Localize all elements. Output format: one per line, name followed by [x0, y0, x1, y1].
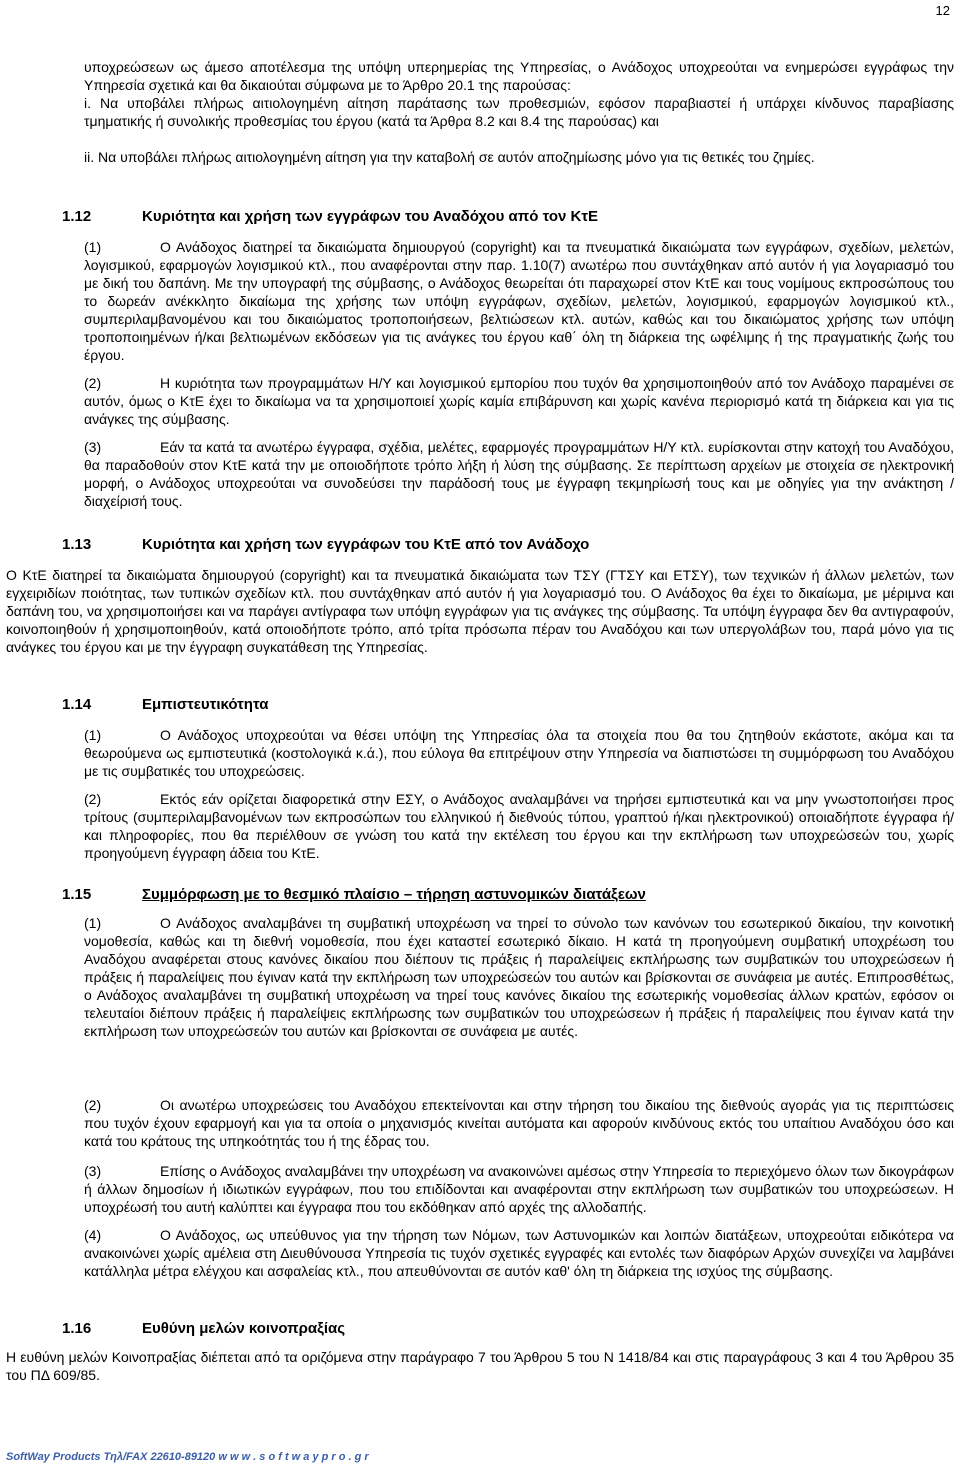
paragraph-1-12-3 — [84, 438, 954, 510]
intro-paragraph — [84, 58, 954, 94]
section-heading-1-14 — [62, 696, 268, 714]
section-number: 1.16 — [62, 1320, 92, 1337]
section-heading-1-16 — [62, 1320, 345, 1338]
paragraph-number: (2) — [84, 791, 102, 807]
paragraph-1-15-2 — [84, 1096, 954, 1150]
page-number: 12 — [935, 3, 950, 18]
intro-item-i — [84, 94, 954, 130]
section-heading-1-15 — [62, 886, 646, 904]
paragraph-number: (4) — [84, 1227, 102, 1243]
paragraph-number: (3) — [84, 1163, 102, 1179]
paragraph-text: Ο Ανάδοχος, ως υπεύθυνος για την τήρηση των Νόμων, των Αστυνομικών και λοιπών διατάξεων, υποχρεούται ειδικότερα να ανακοινώνει χωρίς αμέλεια στη Διευθύνουσα Υπηρεσία τις τυχόν σχετικές εγγραφές και εντολές των διαφόρων Αρχών συνεχίζει να λαμβάνει κατάλληλα μέτρα ελέγχου και ασφαλείας κτλ., που απευθύνονται σε αυτόν καθ' όλη τη διάρκεια της ισχύος της σύμβασης. — [84, 1227, 954, 1279]
paragraph-text: Ο Ανάδοχος αναλαμβάνει τη συμβατική υποχρέωση να τηρεί το σύνολο των κανόνων του εσωτερικού δικαίου, την κοινοτική νομοθεσία, καθώς και τη διεθνή νομοθεσία, που έχει καταστεί εσωτερικό δίκαιο. Η κατά τη προηγούμενη συμβατική υποχρέωση του Αναδόχου αναφέρεται στους κανόνες δικαίου που διέπουν τις πράξεις ή παραλείψεις εκπλήρωσης των συμβατικών του υποχρεώσεων ή πράξεις ή παραλείψεις που έγιναν κατά την εκπλήρωση των υποχρεώσεών του αυτών και βρίσκονται σε συνάφεια με αυτές. Επιπροσθέτως, ο Ανάδοχος αναλαμβάνει τη συμβατική υποχρέωση να τηρεί τους κανόνες δικαίου της εσωτερικής νομοθεσίας άλλων κρατών, εφόσον οι τελευταίοι διέπουν πράξεις ή παραλείψεις εκπλήρωσης των συμβατικών του υποχρεώσεων ή πράξεις ή παραλείψεις που έγιναν κατά την εκπλήρωση των υποχρεώσεών του αυτών και βρίσκονται σε συνάφεια με αυτές. — [84, 915, 954, 1039]
paragraph-number: (2) — [84, 375, 102, 391]
section-title: Συμμόρφωση με το θεσμικό πλαίσιο – τήρηση αστυνομικών διατάξεων — [142, 886, 646, 903]
section-title: Κυριότητα και χρήση των εγγράφων του Αναδόχου από τον ΚτΕ — [142, 208, 599, 225]
item-text: Να υποβάλει πλήρως αιτιολογημένη αίτηση για την καταβολή σε αυτόν αποζημίωσης μόνο για τις θετικές του ζημίες. — [98, 149, 815, 165]
item-text: Να υποβάλει πλήρως αιτιολογημένη αίτηση παράτασης των προθεσμιών, εφόσον παραβιαστεί ή υπάρχει κίνδυνος παραβίασης τμηματικής ή συνολικής προθεσμίας του έργου (κατά τα Άρθρα 8.2 και 8.4 της παρούσας) και — [84, 95, 955, 129]
paragraph-1-14-1 — [84, 726, 954, 780]
paragraph-1-12-2 — [84, 374, 954, 428]
section-number: 1.13 — [62, 536, 92, 553]
paragraph-number: (2) — [84, 1097, 102, 1113]
item-marker: ii. — [84, 149, 95, 165]
paragraph-text: Η κυριότητα των προγραμμάτων Η/Υ και λογισμικού εμπορίου που τυχόν θα χρησιμοποιηθούν από τον Ανάδοχο παραμένει σε αυτόν, όμως ο ΚτΕ έχει το δικαίωμα να τα χρησιμοποιεί χωρίς καμία επιβάρυνση και χωρίς κανένα περιορισμό κατά τη διάρκεια και για τις ανάγκες της σύμβασης. — [84, 375, 954, 427]
paragraph-1-15-4 — [84, 1226, 954, 1280]
paragraph-1-16 — [6, 1348, 954, 1384]
paragraph-text: Ο ΚτΕ διατηρεί τα δικαιώματα δημιουργού (copyright) και τα πνευματικά δικαιώματα των ΤΣΥ (ΓΤΣΥ και ΕΤΣΥ), των τεχνικών ή άλλων μελετών, των εγχειριδίων ποιότητας, των τυπικών σχεδίων κτλ. που συντάχθηκαν από αυτόν ή για λογαριασμό του. Ο Ανάδοχος θα έχει το δικαίωμα, με μέριμνα και δαπάνη του, να χρησιμοποιήσει και να παράγει αντίγραφα των υπόψη εγγράφων για τις ανάγκες της σύμβασης. Τα υπόψη έγγραφα δεν θα αντιγραφούν, κοινοποιηθούν ή χρησιμοποιηθούν, κατά οποιοδήποτε τρόπο, από τρίτα πρόσωπα πέραν του Αναδόχου και των υπεργολάβων του, παρά μόνο για τις ανάγκες του έργου και με την έγγραφη συγκατάθεση της Υπηρεσίας. — [6, 567, 954, 655]
section-title: Εμπιστευτικότητα — [142, 696, 269, 713]
item-marker: i. — [84, 95, 91, 111]
paragraph-text: Οι ανωτέρω υποχρεώσεις του Αναδόχου επεκτείνονται και στην τήρηση του δικαίου της διεθνούς αγοράς για τις περιπτώσεις που τυχόν έχουν εφαρμογή και για τα οποία ο μηχανισμός κινείται αυτόματα και αφορούν κινδύνους εκτός του υπαίτιου Αναδόχου όσο και κατά του κράτους της υπηκοότητάς του ή της έδρας του. — [84, 1097, 954, 1149]
paragraph-text: Εάν τα κατά τα ανωτέρω έγγραφα, σχέδια, μελέτες, εφαρμογές προγραμμάτων Η/Υ κτλ. ευρίσκονται στην κατοχή του Αναδόχου, θα παραδοθούν στον ΚτΕ κατά την με οποιοδήποτε τρόπο λήξη ή λύση της σύμβασης. Σε περίπτωση αρχείων με στοιχεία σε ηλεκτρονική μορφή, ο Ανάδοχος υποχρεούται να συνοδεύσει την παράδοσή τους με έγγραφη τεκμηρίωσή τους και με οδηγίες για την ανάκτηση / διαχείρισή τους. — [84, 439, 954, 509]
intro-text: υποχρεώσεων ως άμεσο αποτέλεσμα της υπόψη υπερημερίας της Υπηρεσίας, ο Ανάδοχος υποχρεούται να ενημερώσει εγγράφως την Υπηρεσία σχετικά και θα δικαιούται σύμφωνα με το Άρθρο 20.1 της παρούσας: — [84, 59, 954, 93]
paragraph-number: (1) — [84, 915, 102, 931]
paragraph-number: (3) — [84, 439, 102, 455]
paragraph-text: Εκτός εάν ορίζεται διαφορετικά στην ΕΣΥ, ο Ανάδοχος αναλαμβάνει να τηρήσει εμπιστευτικά και να μην γνωστοποιήσει προς τρίτους (συμπεριλαμβανομένων των εκπροσώπων του ελληνικού ή διεθνούς τύπου, γραπτού ή/και ηλεκτρονικού) οποιαδήποτε έγγραφα ή/και πληροφορίες, που θα περιέλθουν σε γνώση του κατά την εκτέλεση του έργου και την εκπλήρωση των υποχρεώσεών του, χωρίς προηγούμενη έγγραφη άδεια του ΚτΕ. — [84, 791, 954, 861]
intro-item-ii — [84, 148, 954, 166]
section-heading-1-12 — [62, 208, 598, 226]
section-number: 1.15 — [62, 886, 92, 903]
section-heading-1-13 — [62, 536, 589, 554]
paragraph-text: Ο Ανάδοχος διατηρεί τα δικαιώματα δημιουργού (copyright) και τα πνευματικά δικαιώματα των εγγράφων, σχεδίων, μελετών, λογισμικού, εφαρμογών λογισμικού κτλ., που αναφέρονται στην παρ. 1.10(7) ανωτέρω που συντάχθηκαν από αυτόν ή για λογαριασμό του με δική του δαπάνη. Με την υπογραφή της σύμβασης, ο Ανάδοχος θεωρείται ότι παραχωρεί στον ΚτΕ και τους νομίμους εκπροσώπους του το δωρεάν ανέκκλητο δικαίωμα της χρήσης των υπόψη εγγράφων, σχεδίων, μελετών, λογισμικού, εφαρμογών λογισμικού κτλ., συμπεριλαμβανομένου και του δικαιώματος τροποποιήσεων, βελτιώσεων κτλ. αυτών, καθώς και του δικαιώματος χρήσης των υπόψη τροποποιημένων ή/και βελτιωμένων εκδόσεων για τις ανάγκες του έργου καθ΄ όλη τη διάρκεια της ωφέλιμης ή της πραγματικής ζωής του έργου. — [84, 239, 954, 363]
section-number: 1.14 — [62, 696, 92, 713]
paragraph-text: Ο Ανάδοχος υποχρεούται να θέσει υπόψη της Υπηρεσίας όλα τα στοιχεία που θα του ζητηθούν εκάστοτε, ακόμα και τα θεωρούμενα ως εμπιστευτικά (κοστολογικά κ.ά.), που εύλογα θα επιτρέψουν στην Υπηρεσία να διαπιστώσει τη συμμόρφωση του Αναδόχου με τις συμβατικές του υποχρεώσεις. — [84, 727, 954, 779]
section-title: Κυριότητα και χρήση των εγγράφων του ΚτΕ από τον Ανάδοχο — [142, 536, 590, 553]
footer-text: SoftWay Products Τηλ/FAX 22610-89120 w w w . s o f t w a y p r o . g r — [6, 1451, 369, 1463]
paragraph-number: (1) — [84, 239, 102, 255]
paragraph-text: Η ευθύνη μελών Κοινοπραξίας διέπεται από τα οριζόμενα στην παράγραφο 7 του Άρθρου 5 του Ν 1418/84 και στις παραγράφους 3 και 4 του Άρθρου 35 του ΠΔ 609/85. — [6, 1349, 954, 1383]
paragraph-1-13 — [6, 566, 954, 656]
paragraph-1-12-1 — [84, 238, 954, 364]
paragraph-1-14-2 — [84, 790, 954, 862]
paragraph-1-15-3 — [84, 1162, 954, 1216]
section-number: 1.12 — [62, 208, 92, 225]
section-title: Ευθύνη μελών κοινοπραξίας — [142, 1320, 346, 1337]
paragraph-text: Επίσης ο Ανάδοχος αναλαμβάνει την υποχρέωση να ανακοινώνει αμέσως στην Υπηρεσία το περιεχόμενο όλων των δικογράφων ή άλλων δημοσίων ή ιδιωτικών εγγράφων, που του επιδίδονται και αναφέρονται στην εκπλήρωση των συμβατικών του υποχρεώσεων. Η υποχρέωσή του αυτή καλύπτει και έγγραφα που του εκδόθηκαν από αρχές της αλλοδαπής. — [84, 1163, 954, 1215]
paragraph-number: (1) — [84, 727, 102, 743]
paragraph-1-15-1 — [84, 914, 954, 1040]
